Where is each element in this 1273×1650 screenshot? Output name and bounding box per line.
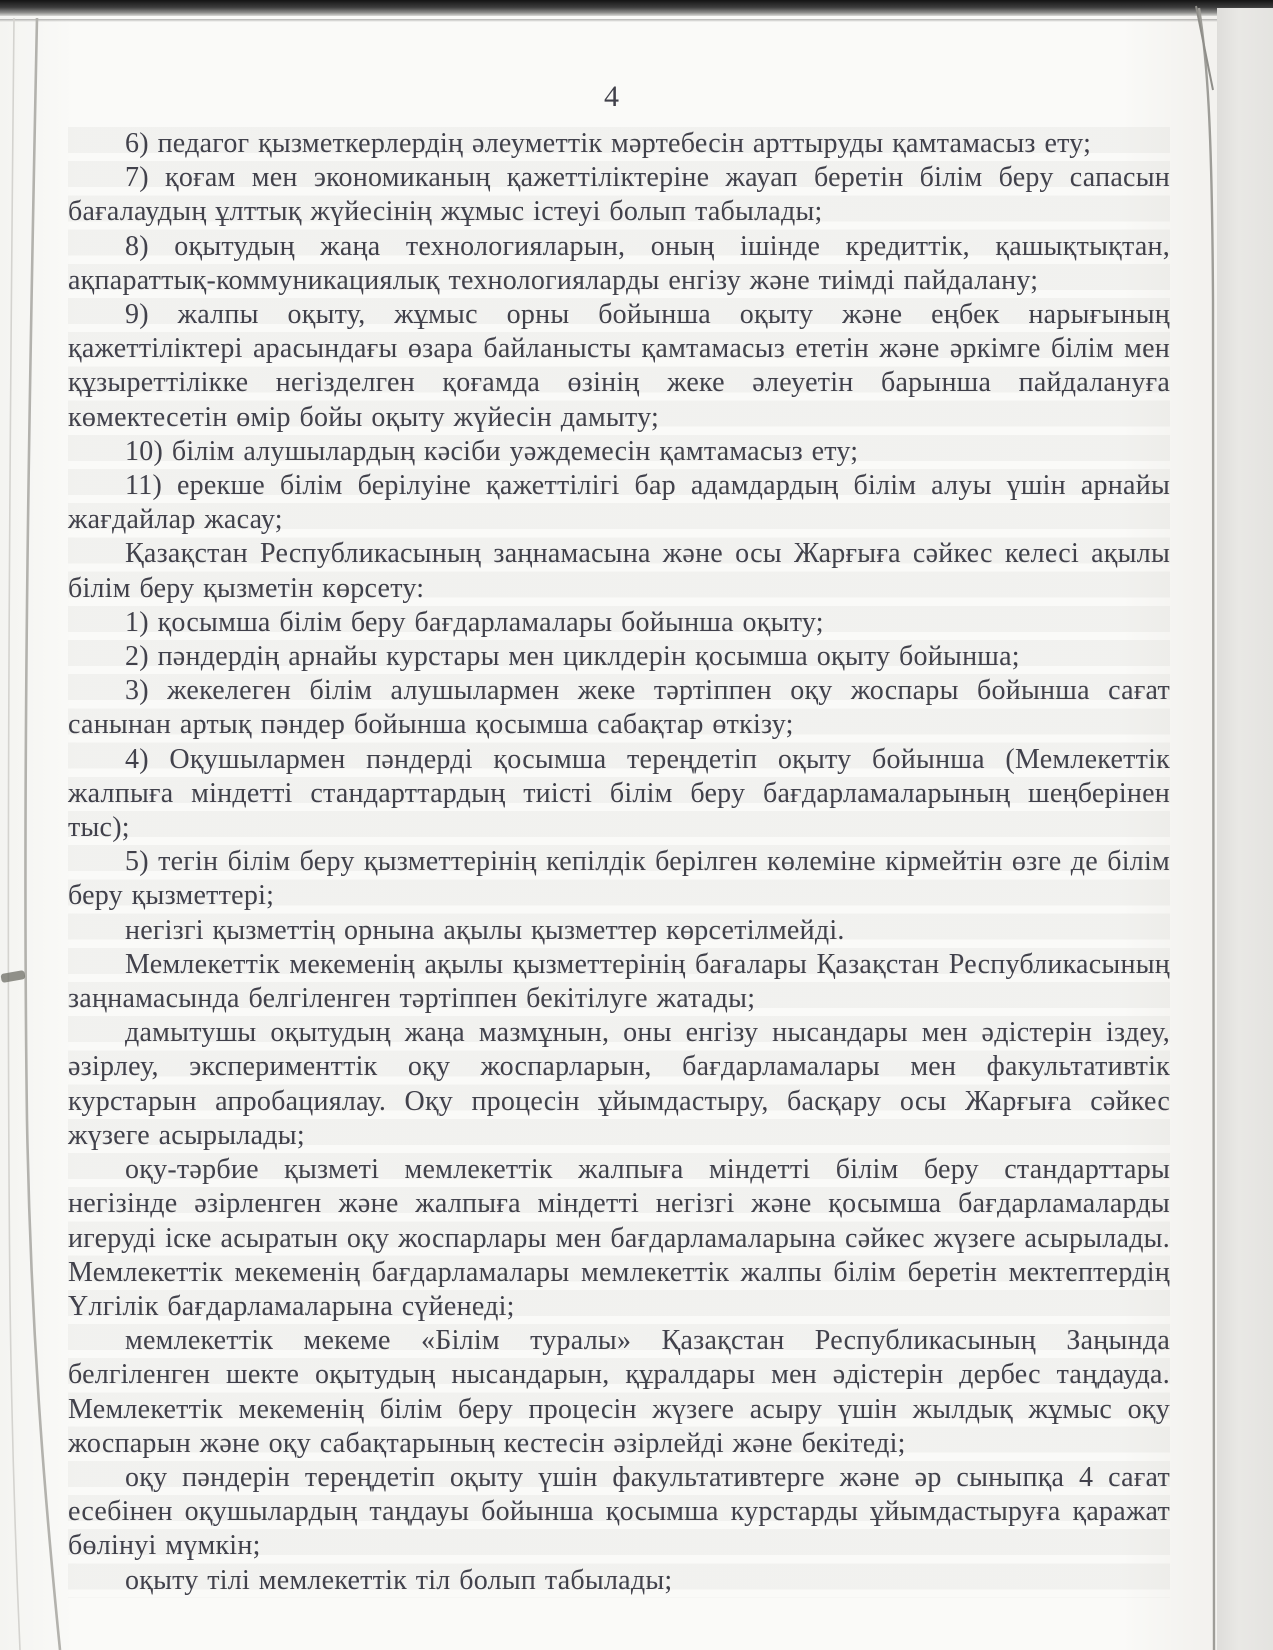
paragraph-subitem-2: 2) пәндердің арнайы курстары мен циклдерін қосымша оқыту бойынша; <box>125 641 1020 673</box>
scanner-top-edge <box>0 0 1273 16</box>
paragraph-subitem-5: 5) тегін білім беру қызметтерінің кепілдік берілген көлеміне кірмейтін өзге де білім беру қызметтері; <box>68 846 1170 912</box>
paragraph-note-no-paid-substitute: негізгі қызметтің орнына ақылы қызметтер көрсетілмейді. <box>125 914 845 946</box>
paragraph-prices: Мемлекеттік мекеменің ақылы қызметтерінің бағалары Қазақстан Республикасының заңнамасында белгіленген тәртіппен бекітілуге жатады; <box>68 948 1170 1015</box>
paragraph-item-10: 10) білім алушылардың кәсіби уәждемесін қамтамасыз ету; <box>125 435 859 467</box>
scan-blemish <box>0 970 25 983</box>
paragraph-education-law: мемлекеттік мекеме «Білім туралы» Қазақстан Республикасының Заңында белгіленген шекте оқытудың нысандарын, құралдары мен әдістерін дербес таңдауда. Мемлекеттік мекеменің білім беру процесін жүзеге асыру үшін жылдық жұмыс оқу жоспарын және оқу сабақтарының кестесін әзірлейді және бекітеді; <box>68 1325 1170 1459</box>
paragraph-item-7: 7) қоғам мен экономиканың қажеттіліктеріне жауап беретін білім беру сапасын бағалаудың ұлттық жүйесінің жұмыс істеуі болып табылады; <box>68 162 1170 228</box>
paragraph-intro-paid-services: Қазақстан Республикасының заңнамасына және осы Жарғыға сәйкес келесі ақылы білім беру қызметін көрсету: <box>68 538 1170 604</box>
paragraph-item-9: 9) жалпы оқыту, жұмыс орны бойынша оқыту және еңбек нарығының қажеттіліктері арасындағы өзара байланысты қамтамасыз ететін және әркімге білім мен құзыреттілікке негізделген қоғамда өзінің жеке әлеуетін барынша пайдалануға көмектесетін өмір бойы оқыту жүйесін дамыту; <box>68 299 1170 433</box>
document-body <box>68 127 1170 1598</box>
paragraph-subitem-1: 1) қосымша білім беру бағдарламалары бойынша оқыту; <box>125 606 824 638</box>
paragraph-developing-education: дамытушы оқытудың жаңа мазмұнын, оны енгізу нысандары мен әдістерін іздеу, әзірлеу, эксперименттік оқу жоспарларын, бағдарламалары мен факультативтік курстарын апробациялау. Оқу процесін ұйымдастыру, басқару осы Жарғыға сәйкес жүзеге асырылады; <box>68 1017 1170 1151</box>
paragraph-item-11: 11) ерекше білім берілуіне қажеттілігі бар адамдардың білім алуы үшін арнайы жағдайлар жасау; <box>68 470 1170 536</box>
scan-background-right <box>1217 8 1273 1650</box>
paragraph-subitem-3: 3) жекелеген білім алушылармен жеке тәртіппен оқу жоспары бойынша сағат санынан артық пәндер бойынша қосымша сабақтар өткізу; <box>68 675 1170 741</box>
paragraph-elective-courses: оқу пәндерін тереңдетіп оқыту үшін факультативтерге және әр сыныпқа 4 сағат есебінен оқушылардың таңдауы бойынша қосымша курстарды ұйымдастыруға қаражат бөлінуі мүмкін; <box>68 1461 1170 1562</box>
scanner-top-edge-shadow <box>0 19 1273 22</box>
paragraph-language: оқыту тілі мемлекеттік тіл болып табылады; <box>125 1564 673 1596</box>
paragraph-item-6: 6) педагог қызметкерлердің әлеуметтік мәртебесін арттыруды қамтамасыз ету; <box>125 128 1092 159</box>
paragraph-curriculum-standards: оқу-тәрбие қызметі мемлекеттік жалпыға міндетті білім беру стандарттары негізінде әзірленген және жалпыға міндетті негізгі және қосымша бағдарламаларды игеруді іске асыратын оқу жоспарлары мен бағдарламаларына сәйкес жүзеге асырылады. Мемлекеттік мекеменің бағдарламалары мемлекеттік жалпы білім беретін мектептердің Үлгілік бағдарламаларына сүйенеді; <box>68 1154 1170 1322</box>
paragraph-subitem-4: 4) Оқушылармен пәндерді қосымша тереңдетіп оқыту бойынша (Мемлекеттік жалпыға міндетті стандарттардың тиісті білім беру бағдарламаларының шеңберінен тыс); <box>68 743 1170 844</box>
page-number: 4 <box>604 80 620 113</box>
paragraph-item-8: 8) оқытудың жаңа технологияларын, оның ішінде кредиттік, қашықтықтан, ақпараттық-коммуникациялық технологияларды енгізу және тиімді пайдалану; <box>68 230 1170 296</box>
